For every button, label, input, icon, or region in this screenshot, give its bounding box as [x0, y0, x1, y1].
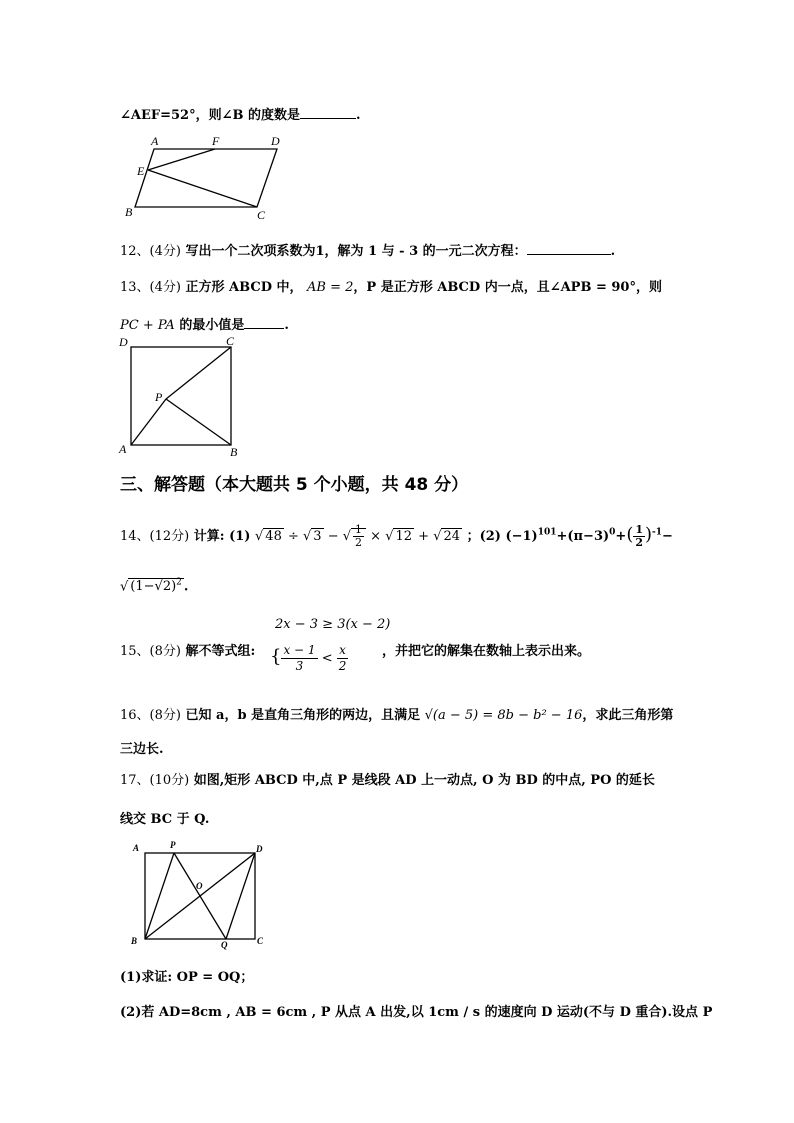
label-o: O — [196, 881, 203, 891]
section-3-heading: 三、解答题（本大题共 5 个小题，共 48 分） — [120, 475, 469, 495]
square-shape — [131, 347, 231, 445]
label-q: Q — [221, 940, 228, 950]
rectangle-figure — [125, 838, 275, 953]
label-e: E — [137, 164, 145, 178]
segment-bp — [145, 853, 174, 939]
q15-inequality-2: { $\frac{x - 1}{3}$ < $\frac{x}{2}$ — [270, 643, 347, 673]
question-17-part1: (1)求证: OP = OQ； — [120, 970, 254, 985]
question-14-line2: √ $(1-√2)^2$ . — [120, 578, 189, 595]
question-17: 17、(10分) 如图,矩形 ABCD 中,点 P 是线段 AD 上一动点, O 为 BD 的中点, PO 的延长 — [120, 773, 655, 788]
label-f: F — [212, 134, 220, 148]
label-d: D — [256, 844, 263, 854]
q15-suffix: ，并把它的解集在数轴上表示出来。 — [382, 644, 591, 659]
question-16-line2: 三边长. — [120, 742, 164, 757]
label-b: B — [125, 205, 133, 219]
label-p: P — [155, 390, 163, 404]
q14-expr1: √ 48 ÷ √ 3 − √ $\frac{1}{2}$ × √ 12 + √ 24 — [255, 523, 461, 549]
segment-pc — [166, 347, 231, 399]
q11-text: ∠AEF=52°，则∠B 的度数是 . — [120, 108, 361, 123]
answer-blank — [244, 328, 284, 329]
q15-inequality-1: 2x − 3 ≥ 3(x − 2) — [275, 617, 391, 632]
segment-ef — [148, 149, 215, 170]
question-13-line2: PC + PA 的最小值是 . — [120, 318, 289, 333]
label-d: D — [271, 134, 280, 148]
label-b: B — [230, 445, 238, 459]
label-b: B — [131, 936, 138, 946]
answer-blank — [527, 254, 611, 255]
question-12: 12、(4分) 写出一个二次项系数为1，解为 1 与 - 3 的一元二次方程： . — [120, 244, 616, 259]
question-14: 14、(12分) 计算: (1) √ 48 ÷ √ 3 − √ $\frac{1}{2}$ × √ 12 + √ 24 ；(2) $(-1)^{101}+(\pi-3)^0+$( $\frac{1}{2}$ )$^{-1}$− — [120, 523, 673, 549]
segment-ec — [148, 170, 257, 207]
question-17-part2: (2)若 AD=8cm , AB = 6cm , P 从点 A 出发,以 1cm / s 的速度向 D 运动(不与 D 重合).设点 P — [120, 1005, 713, 1020]
label-a: A — [151, 134, 159, 148]
answer-blank — [300, 118, 356, 119]
parallelogram-figure — [120, 130, 290, 225]
square-figure — [115, 333, 245, 461]
question-15: 15、(8分) 解不等式组: — [120, 644, 256, 659]
question-16: 16、(8分) 已知 a，b 是直角三角形的两边，且满足 √(a − 5) = 8b − b² − 16，求此三角形第 — [120, 708, 674, 723]
segment-pb — [166, 399, 231, 445]
label-c: C — [257, 936, 264, 946]
label-c: C — [257, 208, 266, 222]
question-17-line2: 线交 BC 于 Q. — [120, 812, 210, 827]
segment-ap — [131, 399, 166, 445]
segment-qd — [226, 853, 255, 939]
question-13: 13、(4分) 正方形 ABCD 中， AB = 2，P 是正方形 ABCD 内一点，且∠APB = 90°，则 — [120, 280, 662, 295]
q14-half: $\frac{1}{2}$ — [635, 523, 644, 549]
label-a: A — [133, 843, 140, 853]
label-p: P — [170, 840, 176, 850]
parallelogram-shape — [135, 149, 277, 207]
label-a: A — [119, 442, 127, 456]
segment-pq — [174, 853, 226, 939]
label-d: D — [119, 335, 128, 349]
label-c: C — [226, 334, 235, 348]
